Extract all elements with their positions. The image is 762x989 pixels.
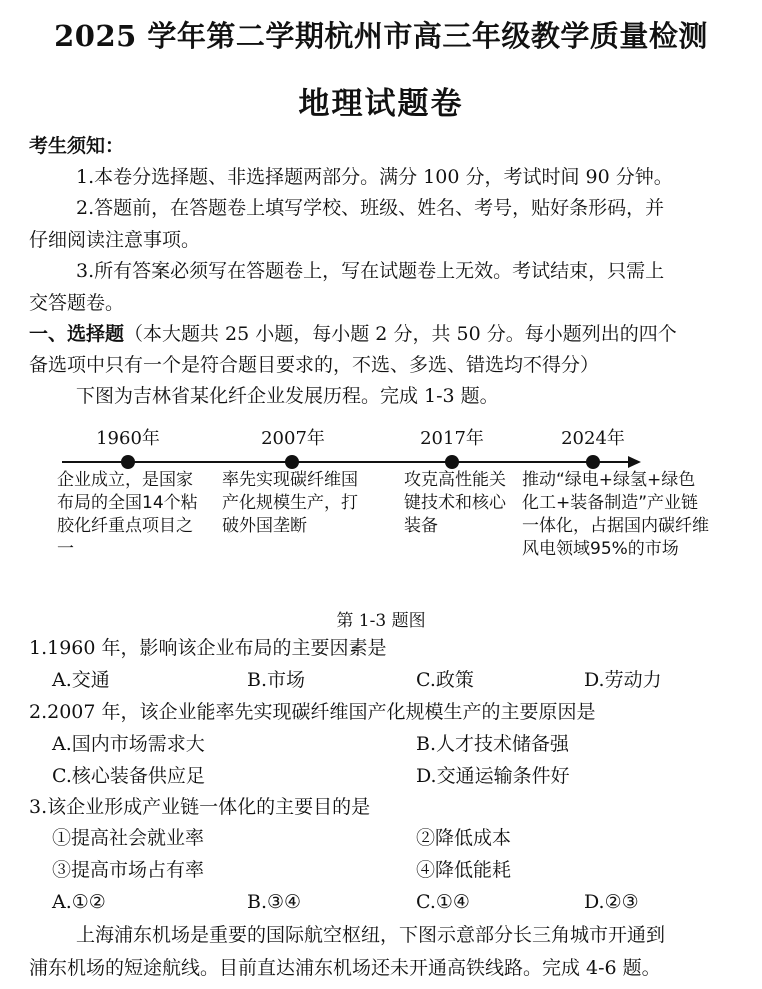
q3-stem: 3.该企业形成产业链一体化的主要目的是 [29,796,371,818]
timeline-dot-1960 [121,455,135,469]
timeline-dot-2017 [445,455,459,469]
q3-statement-2: ②降低成本 [416,827,512,849]
timeline-year-2007: 2007年 [261,428,325,449]
section-1-line-1 [29,319,677,349]
timeline-year-2017: 2017年 [420,428,484,449]
timeline-arrow-icon [628,456,641,468]
figure-caption: 第 1-3 题图 [336,611,426,631]
timeline-dot-2007 [285,455,299,469]
q2-option-d: D.交通运输条件好 [416,765,570,787]
notice-item-3-line-1: 3.所有答案必须写在答题卷上，写在试题卷上无效。考试结束，只需上 [76,260,665,282]
timeline-axis [62,461,632,463]
timeline-desc-2007: 率先实现碳纤维国产化规模生产，打破外国垄断 [222,470,358,536]
q4-6-intro-line-1: 上海浦东机场是重要的国际航空枢纽，下图示意部分长三角城市开通到 [76,924,666,946]
q3-statement-3: ③提高市场占有率 [52,859,205,881]
section-1-desc-2: 备选项中只有一个是符合题目要求的，不选、多选、错选均不得分） [29,354,600,376]
q2-option-b: B.人才技术储备强 [416,733,570,755]
q2-stem: 2.2007 年，该企业能率先实现碳纤维国产化规模生产的主要原因是 [29,701,596,723]
q3-option-b: B.③④ [247,891,302,913]
timeline-desc-1960: 企业成立，是国家布局的全国14个粘胶化纤重点项目之一 [57,470,198,559]
q4-6-intro-line-2: 浦东机场的短途航线。目前直达浦东机场还未开通高铁线路。完成 4-6 题。 [29,957,661,979]
timeline-dot-2024 [586,455,600,469]
q1-option-d: D.劳动力 [584,669,662,691]
section-1-heading: 一、选择题 [29,323,125,345]
q2-option-c: C.核心装备供应足 [52,765,205,787]
q1-option-a: A.交通 [52,669,110,691]
q3-statement-4: ④降低能耗 [416,859,512,881]
timeline-year-2024: 2024年 [561,428,625,449]
q3-statement-1: ①提高社会就业率 [52,827,205,849]
exam-title: 2025 学年第二学期杭州市高三年级教学质量检测 [54,19,708,53]
q1-option-c: C.政策 [416,669,474,691]
q3-option-a: A.①② [52,891,106,913]
section-1-desc-1: （本大题共 25 小题，每小题 2 分，共 50 分。每小题列出的四个 [124,323,677,345]
timeline-desc-2024: 推动“绿电+绿氢+绿色化工+装备制造”产业链一体化，占据国内碳纤维风电领域95%的市场 [522,470,709,559]
notice-item-1: 1.本卷分选择题、非选择题两部分。满分 100 分，考试时间 90 分钟。 [76,166,673,188]
q1-stem: 1.1960 年，影响该企业布局的主要因素是 [29,637,387,659]
q1-option-b: B.市场 [247,669,306,691]
q3-option-d: D.②③ [584,891,639,913]
q2-option-a: A.国内市场需求大 [52,733,205,755]
timeline-intro: 下图为吉林省某化纤企业发展历程。完成 1-3 题。 [76,385,499,407]
notice-item-2-line-1: 2.答题前，在答题卷上填写学校、班级、姓名、考号，贴好条形码，并 [76,197,665,219]
notice-item-2-line-2: 仔细阅读注意事项。 [29,229,201,251]
timeline-year-1960: 1960年 [96,428,160,449]
timeline-desc-2017: 攻克高性能关键技术和核心装备 [404,470,506,536]
notice-item-3-line-2: 交答题卷。 [29,292,125,314]
notice-heading: 考生须知： [29,135,125,157]
subject-title: 地理试题卷 [298,86,464,122]
q3-option-c: C.①④ [416,891,470,913]
